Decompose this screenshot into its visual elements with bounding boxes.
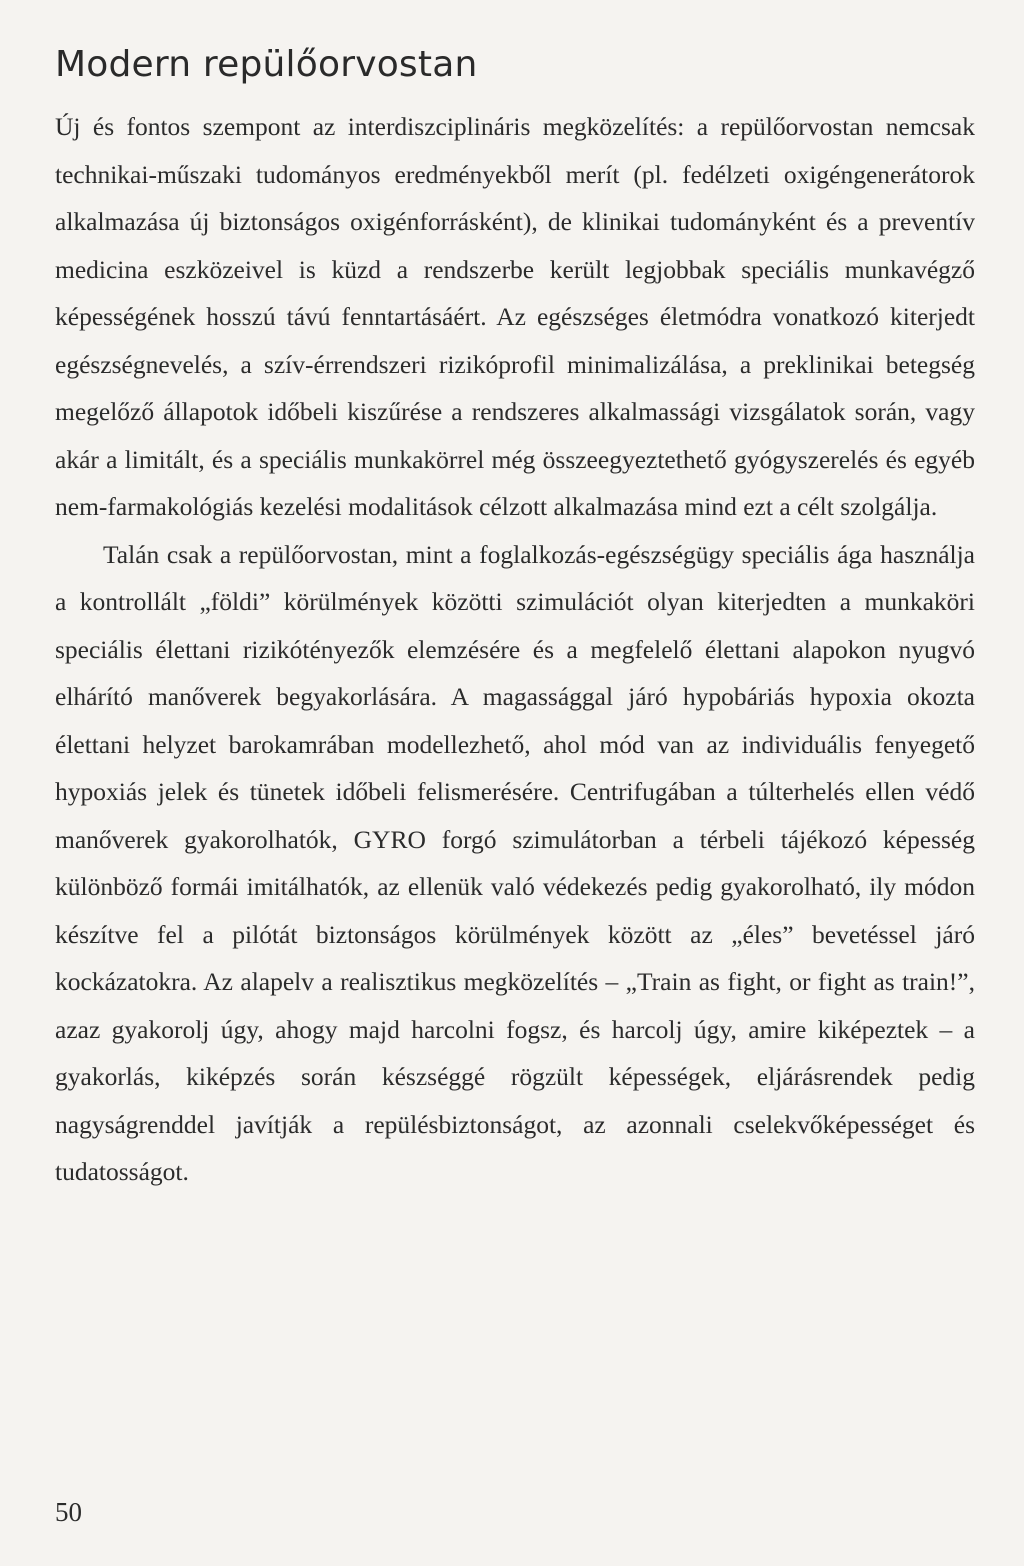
paragraph-2: Talán csak a repülőorvostan, mint a foglalkozás-egészségügy speciális ága használja a kontrollált „földi” körülmények közötti szimulációt olyan kiterjedten a munkaköri speciális élettani rizikótényezők elemzésére és a megfelelő élettani alapokon nyugvó elhárító manőverek begyakorlására. A magassággal járó hypobáriás hypoxia okozta élettani helyzet barokamrában modellezhető, ahol mód van az individuális fenyegető hypoxiás jelek és tünetek időbeli felismerésére. Centrifugában a túlterhelés ellen védő manőverek gyakorolhatók, GYRO forgó szimulátorban a térbeli tájékozó képesség különböző formái imitálhatók, az ellenük való védekezés pedig gyakorolható, ily módon készítve fel a pilótát biztonságos körülmények között az „éles” bevetéssel járó kockázatokra. Az alapelv a realisztikus megközelítés – „Train as fight, or fight as train!”, azaz gyakorolj úgy, ahogy majd harcolni fogsz, és harcolj úgy, amire kiképeztek – a gyakorlás, kiképzés során készséggé rögzült képességek, eljárásrendek pedig nagyságrenddel javítják a repülésbiztonságot, az azonnali cselekvőképességet és tudatosságot. [55, 539, 975, 1186]
paragraph-1: Új és fontos szempont az interdiszciplináris megközelítés: a repülőorvostan nemcsak technikai-műszaki tudományos eredményekből merít (pl. fedélzeti oxigéngenerátorok alkalmazása új biztonságos oxigénforrásként), de klinikai tudományként és a preventív medicina eszközeivel is küzd a rendszerbe került legjobbak speciális munkavégző képességének hosszú távú fenntartásáért. Az egészséges életmódra vonatkozó kiterjedt egészségnevelés, a szív-érrendszeri rizikóprofil minimalizálása, a preklinikai betegség megelőző állapotok időbeli kiszűrése a rendszeres alkalmassági vizsgálatok során, vagy akár a limitált, és a speciális munkakörrel még összeegyeztethető gyógyszerelés és egyéb nem-farmakológiás kezelési modalitások célzott alkalmazása mind ezt a célt szolgálja. [55, 112, 975, 521]
body-text [55, 103, 975, 1196]
section-heading: Modern repülőorvostan [55, 44, 478, 85]
page-number: 50 [55, 1497, 82, 1527]
